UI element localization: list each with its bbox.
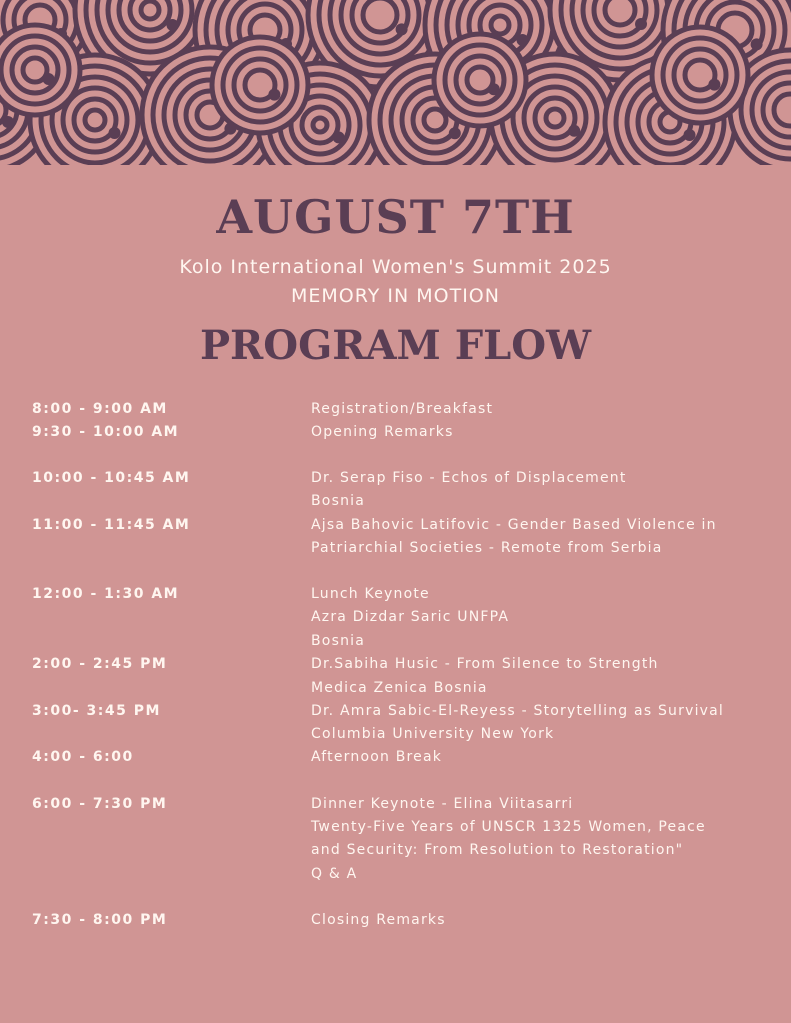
schedule-detail: Twenty-Five Years of UNSCR 1325 Women, Peace bbox=[311, 819, 706, 835]
schedule-detail: Dr.Sabiha Husic - From Silence to Strength bbox=[311, 656, 659, 672]
decorative-swirl-banner bbox=[0, 0, 791, 165]
schedule-detail: Afternoon Break bbox=[311, 749, 443, 765]
schedule-detail: Opening Remarks bbox=[311, 424, 454, 440]
schedule-detail: Bosnia bbox=[311, 633, 366, 649]
schedule-detail: Medica Zenica Bosnia bbox=[311, 680, 488, 696]
schedule-time: 11:00 - 11:45 AM bbox=[32, 517, 191, 533]
event-date: AUGUST 7TH bbox=[216, 190, 575, 244]
schedule-time: 12:00 - 1:30 AM bbox=[32, 586, 180, 602]
event-name: Kolo International Women's Summit 2025 bbox=[179, 256, 612, 278]
schedule-time: 7:30 - 8:00 PM bbox=[32, 912, 168, 928]
schedule-detail: and Security: From Resolution to Restoration" bbox=[311, 842, 684, 858]
swirl-pattern-graphic bbox=[0, 0, 791, 165]
schedule-time: 10:00 - 10:45 AM bbox=[32, 470, 191, 486]
schedule-detail: Bosnia bbox=[311, 493, 366, 509]
schedule-time: 2:00 - 2:45 PM bbox=[32, 656, 168, 672]
program-heading: PROGRAM FLOW bbox=[199, 322, 592, 369]
schedule-detail: Ajsa Bahovic Latifovic - Gender Based Violence in bbox=[311, 517, 717, 533]
schedule-time: 9:30 - 10:00 AM bbox=[32, 424, 180, 440]
schedule-detail: Dinner Keynote - Elina Viitasarri bbox=[311, 796, 574, 812]
schedule-time: 8:00 - 9:00 AM bbox=[32, 401, 168, 417]
schedule-detail: Lunch Keynote bbox=[311, 586, 430, 602]
schedule-detail: Registration/Breakfast bbox=[311, 401, 494, 417]
schedule-detail: Columbia University New York bbox=[311, 726, 555, 742]
schedule-detail: Dr. Serap Fiso - Echos of Displacement bbox=[311, 470, 627, 486]
event-theme: MEMORY IN MOTION bbox=[291, 285, 500, 307]
schedule-detail: Dr. Amra Sabic-El-Reyess - Storytelling as Survival bbox=[311, 703, 725, 719]
schedule-detail: Patriarchial Societies - Remote from Serbia bbox=[311, 540, 663, 556]
schedule-detail: Closing Remarks bbox=[311, 912, 446, 928]
schedule-detail: Q & A bbox=[311, 866, 358, 882]
schedule-time: 6:00 - 7:30 PM bbox=[32, 796, 168, 812]
schedule-time: 4:00 - 6:00 bbox=[32, 749, 134, 765]
schedule-time: 3:00- 3:45 PM bbox=[32, 703, 161, 719]
schedule-detail: Azra Dizdar Saric UNFPA bbox=[311, 609, 510, 625]
